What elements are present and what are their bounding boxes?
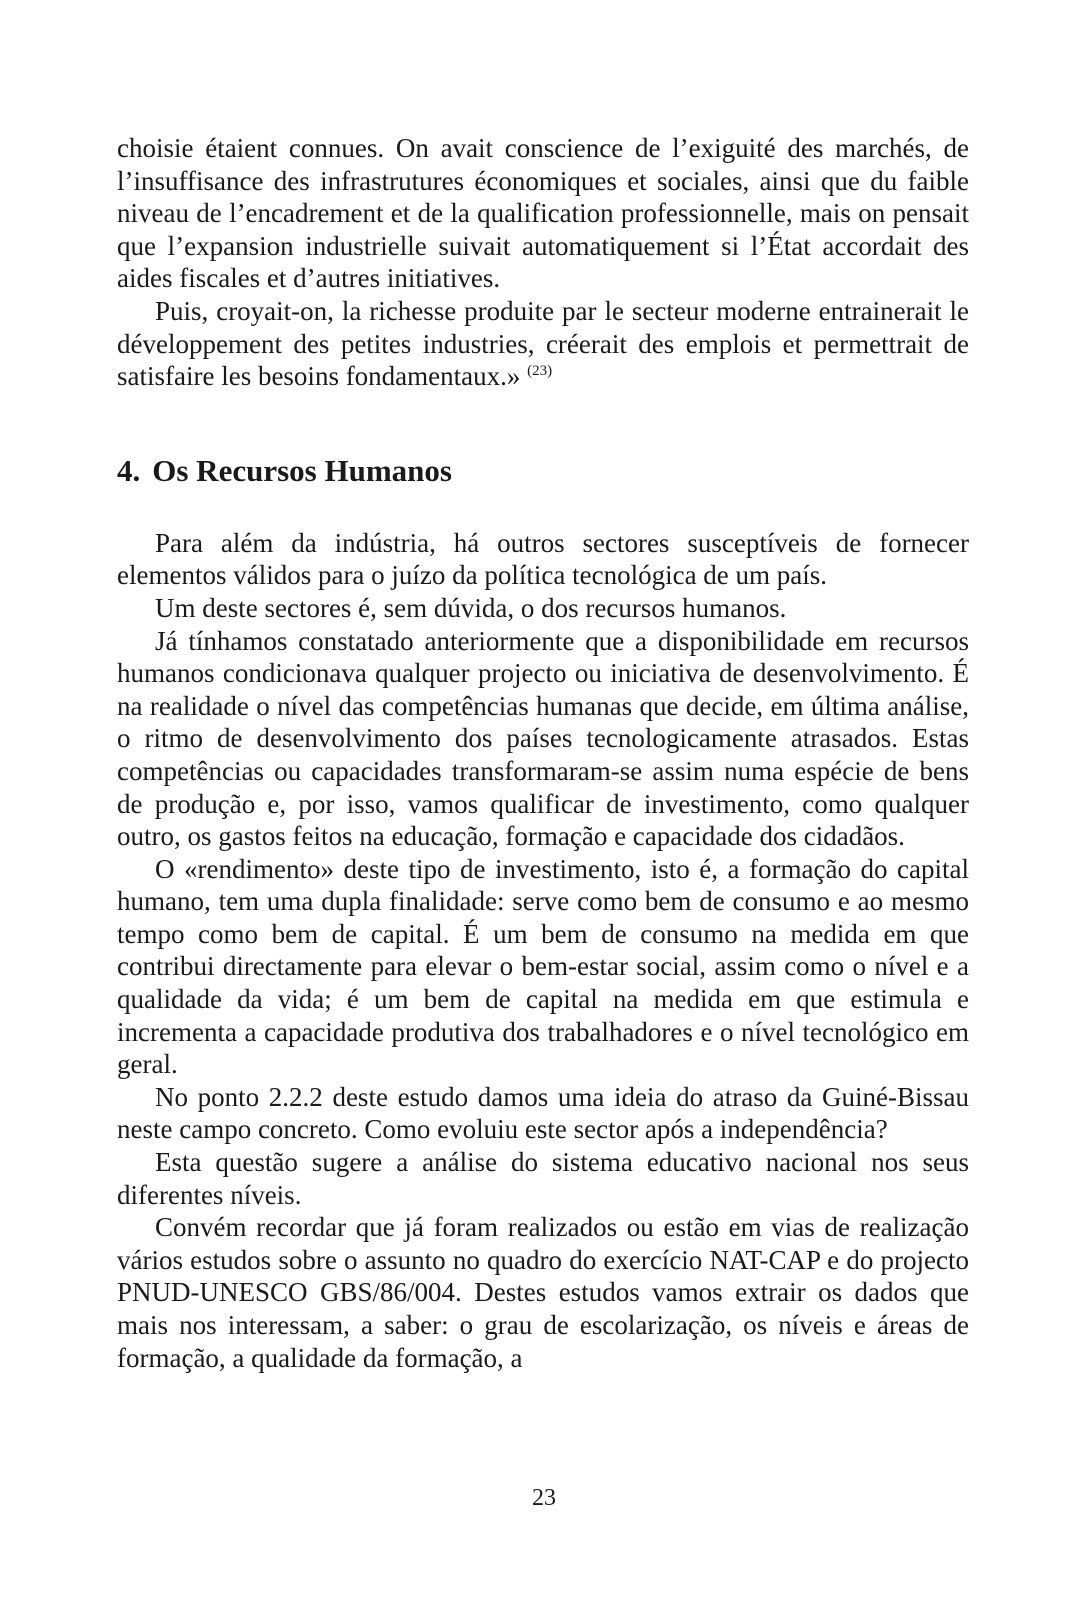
quote-paragraph-2-text: Puis, croyait-on, la richesse produite par le secteur moderne entrainerait le développement des petites industries, créerait des emplois et permettrait de satisfaire les besoins fondamentaux.» <box>117 295 969 392</box>
body-paragraph: No ponto 2.2.2 deste estudo damos uma ideia do atraso da Guiné-Bissau neste campo concreto. Como evoluiu este sector após a independência? <box>117 1081 969 1145</box>
body-paragraph: Um deste sectores é, sem dúvida, o dos recursos humanos. <box>155 592 787 623</box>
page-number: 23 <box>532 1485 556 1511</box>
body-paragraph: Para além da indústria, há outros sectores susceptíveis de fornecer elementos válidos para o juízo da política tecnológica de um país. <box>117 527 969 591</box>
section-heading <box>117 452 969 490</box>
body-paragraph: Já tínhamos constatado anteriormente que a disponibilidade em recursos humanos condicionava qualquer projecto ou iniciativa de desenvolvimento. É na realidade o nível das competências humanas que decide, em última análise, o ritmo de desenvolvimento dos países tecnologicamente atrasados. Estas competências ou capacidades transformaram-se assim numa espécie de bens de produção e, por isso, vamos qualificar de investimento, como qualquer outro, os gastos feitos na educação, formação e capacidade dos cidadãos. <box>117 625 969 852</box>
page-text <box>117 132 969 1374</box>
quote-paragraph-2 <box>117 295 969 393</box>
quote-paragraph-1: choisie étaient connues. On avait conscience de l’exiguité des marchés, de l’insuffisance des infrastrutures économiques et sociales, ainsi que du faible niveau de l’encadrement et de la qualification professionnelle, mais on pensait que l’expansion industrielle suivait automatiquement si l’État accordait des aides fiscales et d’autres initiatives. <box>117 133 969 294</box>
french-quote <box>117 132 969 393</box>
section-title: Os Recursos Humanos <box>152 452 452 488</box>
footnote-reference: (23) <box>527 363 553 380</box>
body-paragraph: Esta questão sugere a análise do sistema educativo nacional nos seus diferentes níveis. <box>117 1147 969 1210</box>
section-body <box>117 527 969 1374</box>
body-paragraph: O «rendimento» deste tipo de investimento, isto é, a formação do capital humano, tem uma dupla finalidade: serve como bem de consumo e ao mesmo tempo como bem de capital. É um bem de consumo na medida em que contribui directamente para elevar o bem-estar social, assim como o nível e a qualidade da vida; é um bem de capital na medida em que estimula e incrementa a capacidade produtiva dos trabalhadores e o nível tecnológico em geral. <box>117 853 969 1080</box>
section-number: 4. <box>117 452 141 488</box>
body-paragraph: Convém recordar que já foram realizados ou estão em vias de realização vários estudos sobre o assunto no quadro do exercício NAT-CAP e do projecto PNUD-UNESCO GBS/86/004. Destes estudos vamos extrair os dados que mais nos interessam, a saber: o grau de escolarização, os níveis e áreas de formação, a qualidade da formação, a <box>117 1212 969 1373</box>
